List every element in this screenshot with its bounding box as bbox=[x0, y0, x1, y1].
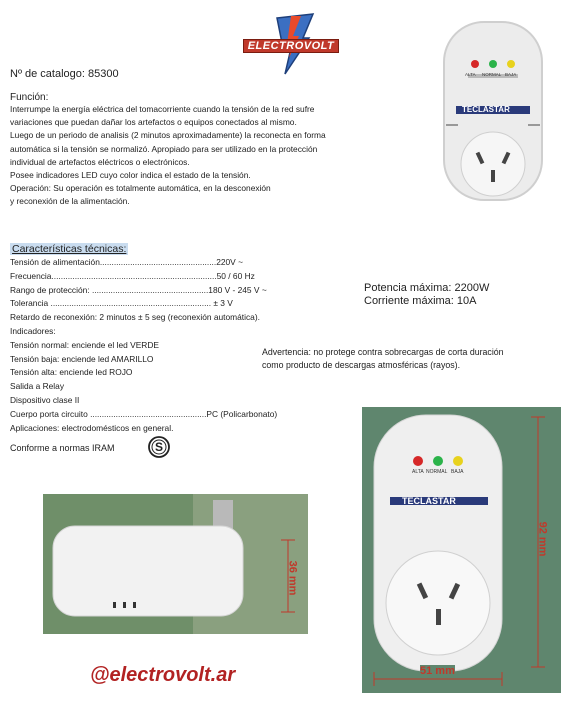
led-label-normal: NORMAL bbox=[426, 469, 448, 475]
warning-note: Advertencia: no protege contra sobrecargas de corta duración como producto de descargas atmosféricas (rayos). bbox=[262, 347, 504, 371]
product-photo-top bbox=[438, 16, 548, 206]
funcion-line: individual de artefactos eléctricos o electrónicos. bbox=[10, 156, 190, 167]
funcion-title: Función: bbox=[10, 92, 49, 103]
product-photo-side bbox=[43, 494, 308, 634]
product-photo-front bbox=[362, 407, 561, 693]
funcion-line: Interrumpe la energía eléctrica del tomacorriente cuando la tensión de la red sufre bbox=[10, 104, 315, 114]
logo-text: ELECTROVOLT bbox=[243, 39, 339, 53]
depth-dimension: 36 mm bbox=[286, 560, 299, 596]
spec-line: Dispositivo clase II bbox=[10, 394, 80, 405]
spec-line: Tensión de alimentación..................................................220V ~ bbox=[10, 257, 243, 267]
spec-line: Salida a Relay bbox=[10, 381, 65, 392]
funcion-line: variaciones que puedan dañar los artefactos o equipos conectados al mismo. bbox=[10, 117, 297, 128]
instagram-handle[interactable]: @electrovolt.ar bbox=[90, 664, 236, 686]
spec-line: Tensión normal: enciende el led VERDE bbox=[10, 339, 159, 350]
spec-line: Frecuencia.......................................................................50 / 60 Hz bbox=[10, 270, 255, 281]
width-dimension: 51 mm bbox=[420, 665, 455, 677]
device-brand-label: TECLASTAR bbox=[462, 105, 510, 114]
device-brand-label: TECLASTAR bbox=[402, 496, 456, 506]
spec-line: Tensión alta: enciende led ROJO bbox=[10, 367, 133, 378]
max-power: Potencia máxima: 2200W bbox=[364, 282, 490, 294]
spec-line: Retardo de reconexión: 2 minutos ± 5 seg (reconexión automática). bbox=[10, 312, 260, 323]
led-label-alta: ALTA bbox=[465, 72, 476, 77]
brand-logo bbox=[243, 10, 339, 78]
specs-title: Características técnicas: bbox=[12, 243, 127, 255]
funcion-line: Posee indicadores LED cuyo color indica el estado de la tensión. bbox=[10, 170, 251, 181]
spec-line: Rango de protección: ..................................................180 V - 245 V ~ bbox=[10, 284, 267, 295]
funcion-line: automática si la tensión se normalizó. Apropiado para ser utilizado en la protección bbox=[10, 143, 318, 154]
led-label-normal: NORMAL bbox=[482, 72, 502, 77]
spec-line: Tolerancia ..................................................................... ± 3 V bbox=[10, 298, 233, 309]
catalog-number: Nº de catalogo: 85300 bbox=[10, 68, 119, 80]
led-label-baja: BAJA bbox=[451, 469, 464, 475]
max-current: Corriente máxima: 10A bbox=[364, 295, 477, 307]
led-label-baja: BAJA bbox=[505, 72, 517, 77]
led-label-alta: ALTA bbox=[412, 469, 424, 475]
spec-line: Aplicaciones: electrodomésticos en general. bbox=[10, 422, 174, 433]
funcion-line: y reconexión de la alimentación. bbox=[10, 196, 130, 207]
funcion-line: Luego de un periodo de analisis (2 minutos aproximadamente) la reconecta en forma bbox=[10, 130, 326, 141]
iram-seal-icon: S bbox=[148, 436, 170, 458]
power-rating bbox=[364, 282, 519, 308]
funcion-description bbox=[10, 103, 380, 209]
spec-line: Indicadores: bbox=[10, 325, 56, 336]
iram-compliance: Conforme a normas IRAM bbox=[10, 443, 115, 453]
spec-line: Tensión baja: enciende led AMARILLO bbox=[10, 353, 154, 364]
funcion-line: Operación: Su operación es totalmente automática, en la desconexión bbox=[10, 183, 271, 194]
spec-line: Cuerpo porta circuito ..................................................PC (Policarbonato) bbox=[10, 408, 278, 419]
height-dimension: 92 mm bbox=[536, 521, 549, 557]
